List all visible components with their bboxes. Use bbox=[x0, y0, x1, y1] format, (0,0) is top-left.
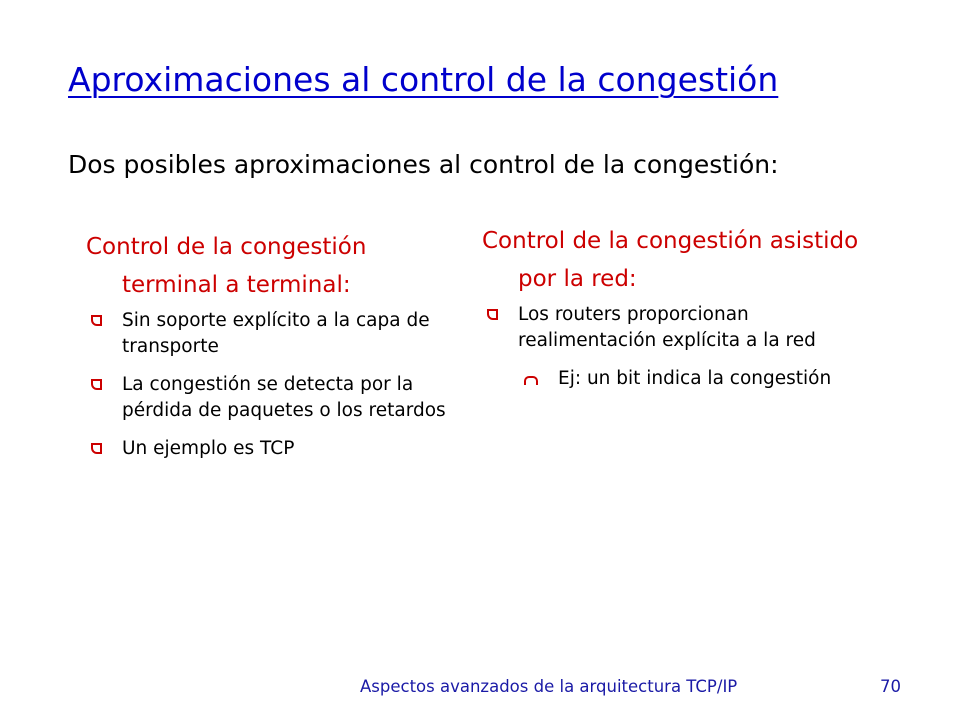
left-column-heading: Control de la congestión terminal a terminal: bbox=[86, 234, 367, 298]
sub-bullet-text: Ej: un bit indica la congestión bbox=[558, 368, 832, 389]
list-item bbox=[86, 308, 466, 360]
page-number: 70 bbox=[880, 677, 901, 696]
sub-list-item bbox=[482, 366, 862, 392]
left-bullet-list bbox=[86, 308, 466, 462]
square-bullet-icon bbox=[91, 315, 102, 326]
footer-text: Aspectos avanzados de la arquitectura TCP/IP bbox=[360, 677, 738, 696]
right-column-heading: Control de la congestión asistido por la red: bbox=[482, 228, 859, 292]
list-item bbox=[482, 302, 862, 354]
square-bullet-icon bbox=[91, 379, 102, 390]
bullet-text: Un ejemplo es TCP bbox=[122, 438, 295, 459]
right-column bbox=[482, 228, 862, 402]
list-item bbox=[86, 436, 466, 462]
square-bullet-icon bbox=[91, 443, 102, 454]
slide-title: Aproximaciones al control de la congestión bbox=[68, 60, 779, 99]
right-bullet-list bbox=[482, 302, 862, 392]
intro-text: Dos posibles aproximaciones al control de la congestión: bbox=[68, 150, 779, 179]
left-column bbox=[86, 228, 466, 474]
arch-bullet-icon bbox=[524, 376, 538, 385]
bullet-text: Sin soporte explícito a la capa de transporte bbox=[122, 310, 430, 357]
bullet-text: La congestión se detecta por la pérdida de paquetes o los retardos bbox=[122, 374, 446, 421]
square-bullet-icon bbox=[487, 309, 498, 320]
bullet-text: Los routers proporcionan realimentación explícita a la red bbox=[518, 304, 816, 351]
list-item bbox=[86, 372, 466, 424]
